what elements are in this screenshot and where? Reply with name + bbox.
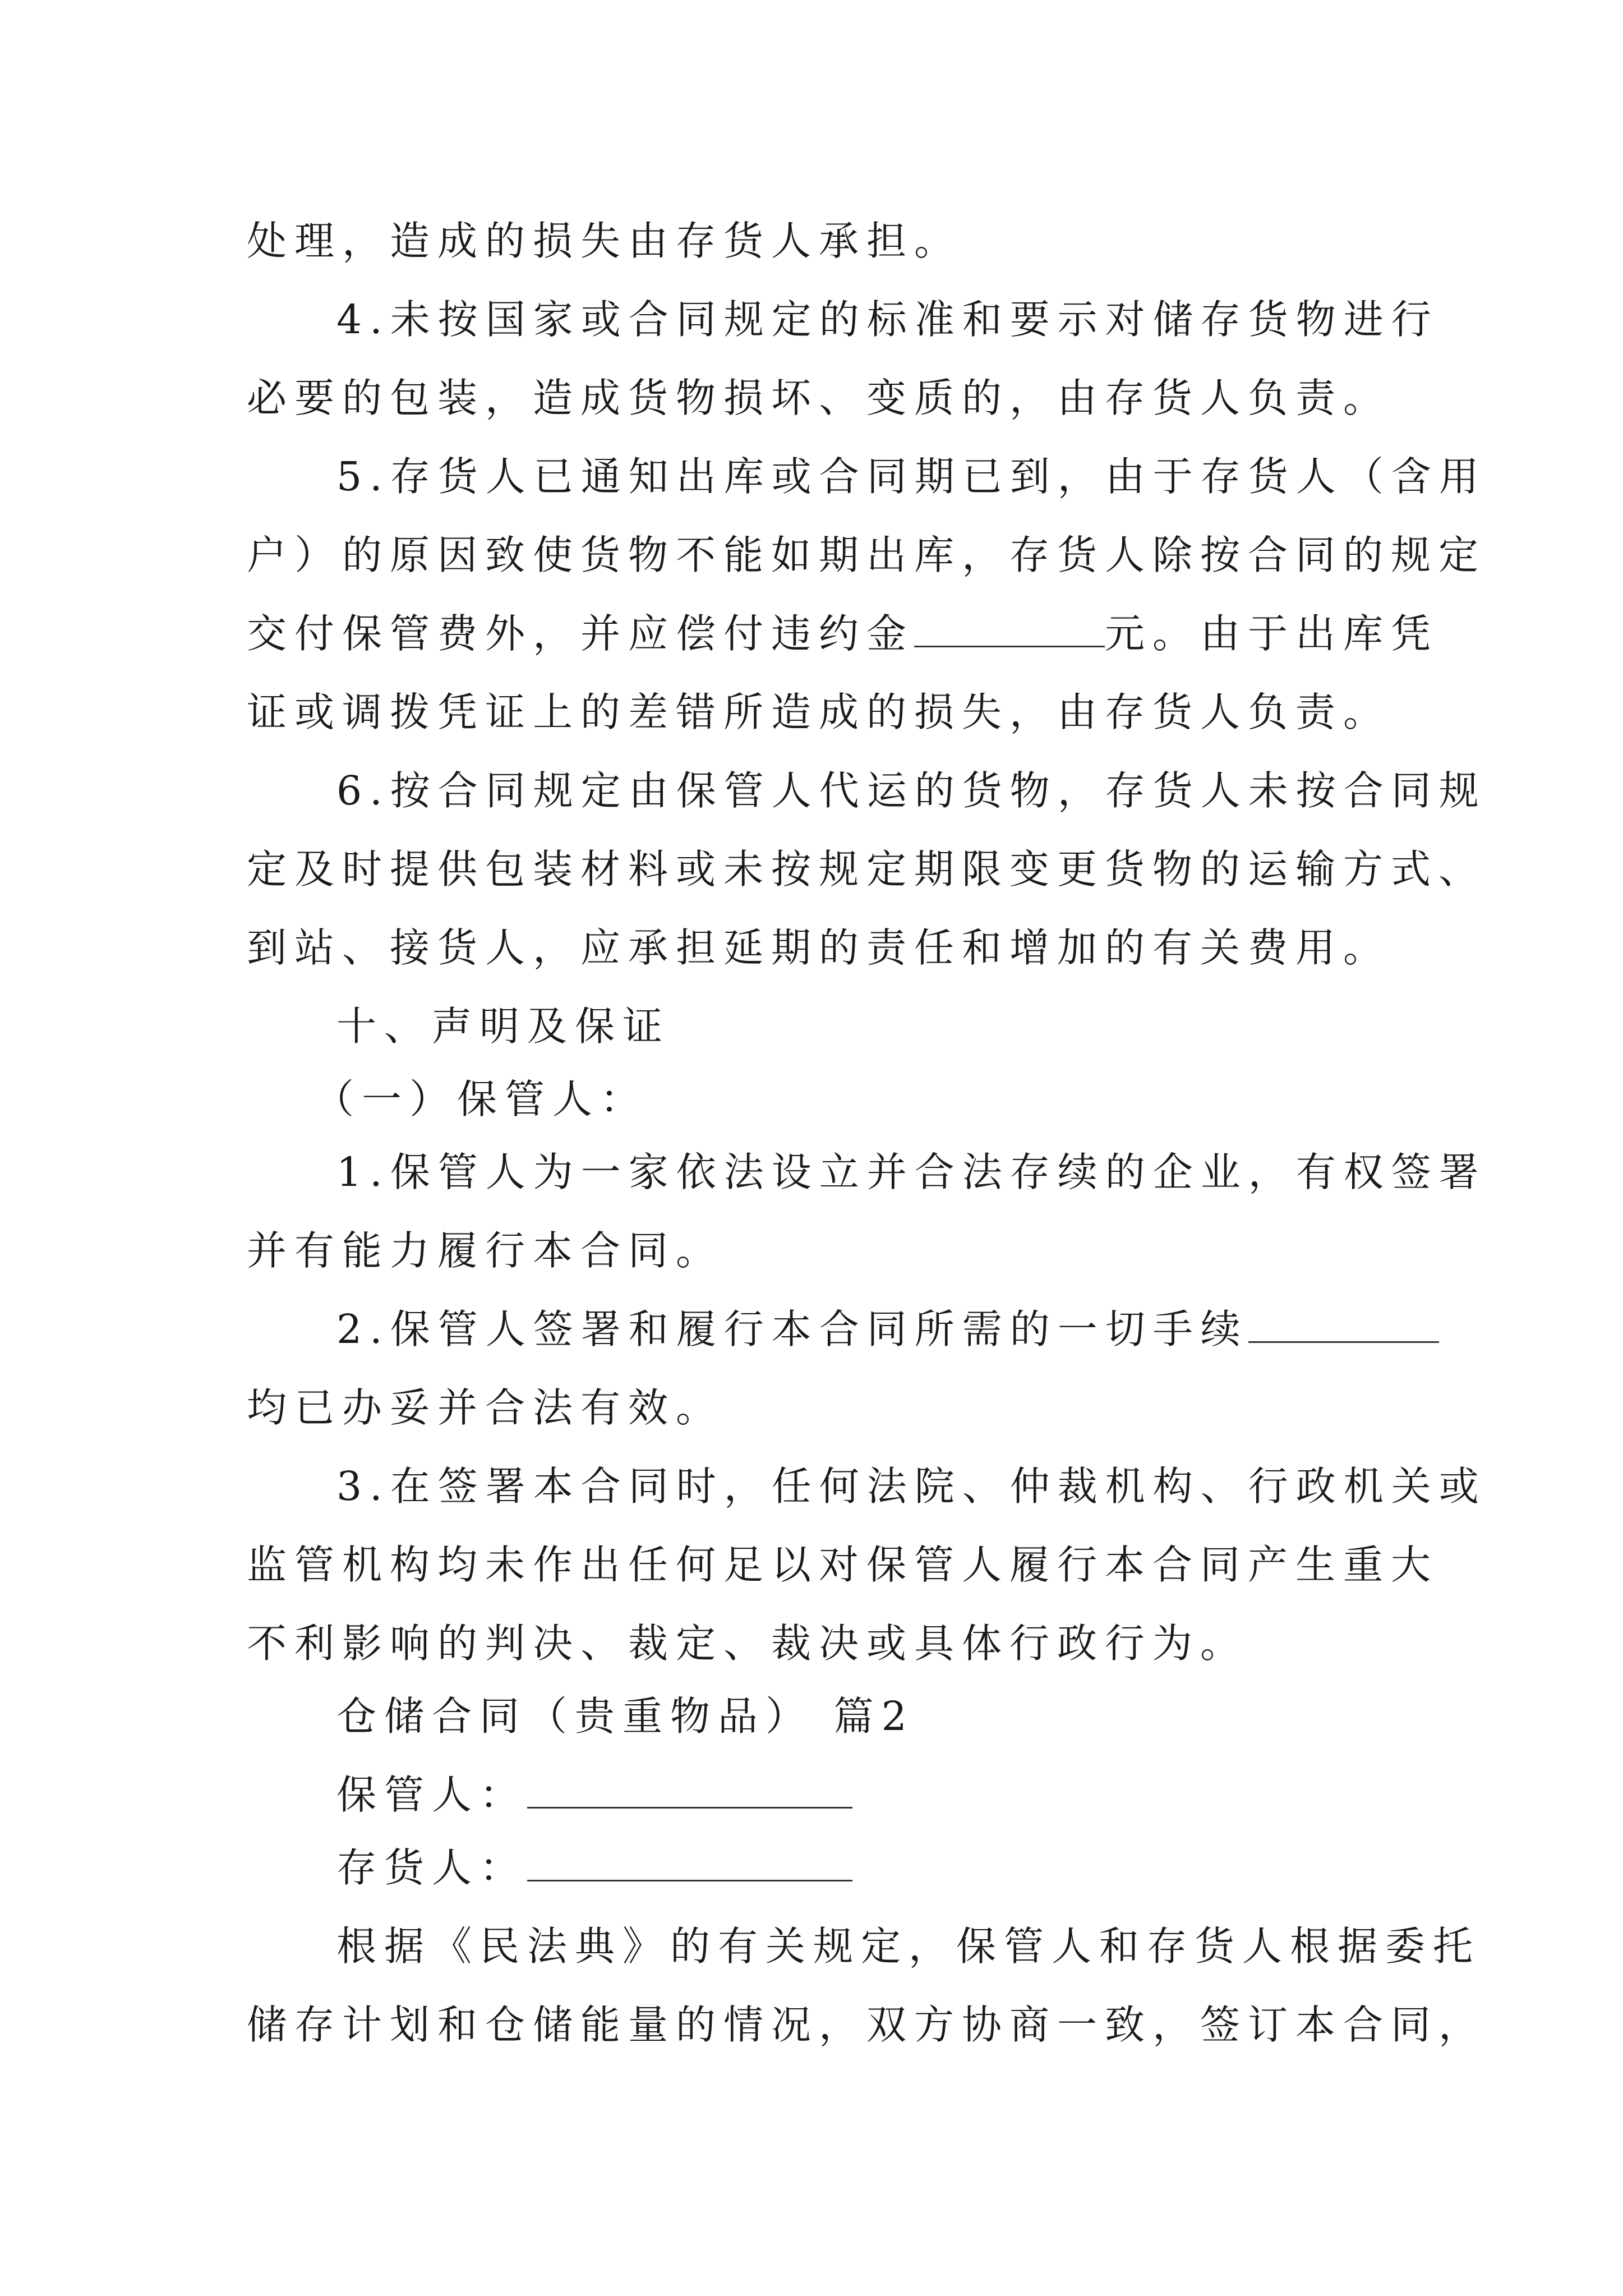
text-line — [0, 1290, 1623, 1369]
fill-in-blank — [1248, 1308, 1439, 1343]
line-text: 储存计划和仓储能量的情况，双方协商一致，签订本合同， — [247, 2001, 1487, 2048]
text-line — [0, 516, 1623, 595]
text-line — [0, 1986, 1623, 2064]
line-text: 根据《民法典》的有关规定，保管人和存货人根据委托 — [336, 1923, 1481, 1970]
line-text: （一）保管人： — [314, 1076, 648, 1122]
party-depositor — [0, 1829, 1623, 1907]
text-line — [0, 595, 1623, 673]
line-text: 5.存货人已通知出库或合同期已到，由于存货人（含用 — [336, 453, 1487, 500]
text-line — [0, 202, 1623, 280]
line-text: 定及时提供包装材料或未按规定期限变更货物的运输方式、 — [247, 846, 1487, 892]
text-line — [0, 1133, 1623, 1212]
text-line — [0, 1212, 1623, 1290]
text-line — [0, 1526, 1623, 1604]
text-line — [0, 752, 1623, 830]
line-text: 交付保管费外，并应偿付违约金 — [247, 610, 915, 657]
text-line — [0, 1907, 1623, 1986]
text-line — [0, 673, 1623, 752]
line-text: 户）的原因致使货物不能如期出库，存货人除按合同的规定 — [247, 532, 1487, 578]
line-text: 2.保管人签署和履行本合同所需的一切手续 — [336, 1306, 1248, 1352]
text-line — [0, 1447, 1623, 1526]
line-text: 4.未按国家或合同规定的标准和要示对储存货物进行 — [336, 296, 1439, 343]
text-line — [0, 909, 1623, 987]
text-line — [0, 280, 1623, 359]
fill-in-blank — [527, 1846, 852, 1881]
line-text: 不利影响的判决、裁定、裁决或具体行政行为。 — [247, 1620, 1248, 1667]
line-text: 并有能力履行本合同。 — [247, 1227, 724, 1274]
contract-title — [0, 1677, 1623, 1756]
text-line — [0, 438, 1623, 516]
fill-in-blank — [527, 1773, 852, 1809]
line-text: 必要的包装，造成货物损坏、变质的，由存货人负责。 — [247, 375, 1391, 421]
line-text: 3.在签署本合同时，任何法院、仲裁机构、行政机关或 — [336, 1463, 1487, 1510]
line-text: 存货人： — [336, 1844, 528, 1891]
text-line — [0, 830, 1623, 909]
text-line — [0, 1369, 1623, 1447]
line-text: 仓储合同（贵重物品） 篇2 — [336, 1693, 915, 1740]
line-text: 监管机构均未作出任何足以对保管人履行本合同产生重大 — [247, 1542, 1439, 1588]
line-text: 1.保管人为一家依法设立并合法存续的企业，有权签署 — [336, 1149, 1487, 1195]
party-custodian — [0, 1756, 1623, 1834]
line-text: 十、声明及保证 — [336, 1003, 671, 1050]
fill-in-blank — [914, 612, 1105, 647]
line-text: 处理，造成的损失由存货人承担。 — [247, 218, 962, 264]
line-text: 证或调拨凭证上的差错所造成的损失，由存货人负责。 — [247, 689, 1391, 735]
section-heading — [0, 987, 1623, 1066]
line-text: 均已办妥并合法有效。 — [247, 1384, 724, 1431]
subsection-heading — [0, 1060, 1623, 1139]
line-text: 元。由于出库凭 — [1105, 610, 1439, 657]
text-line — [0, 1604, 1623, 1683]
line-text: 保管人： — [336, 1772, 528, 1818]
line-text: 到站、接货人，应承担延期的责任和增加的有关费用。 — [247, 924, 1391, 971]
text-line — [0, 359, 1623, 438]
line-text: 6.按合同规定由保管人代运的货物，存货人未按合同规 — [336, 767, 1487, 814]
